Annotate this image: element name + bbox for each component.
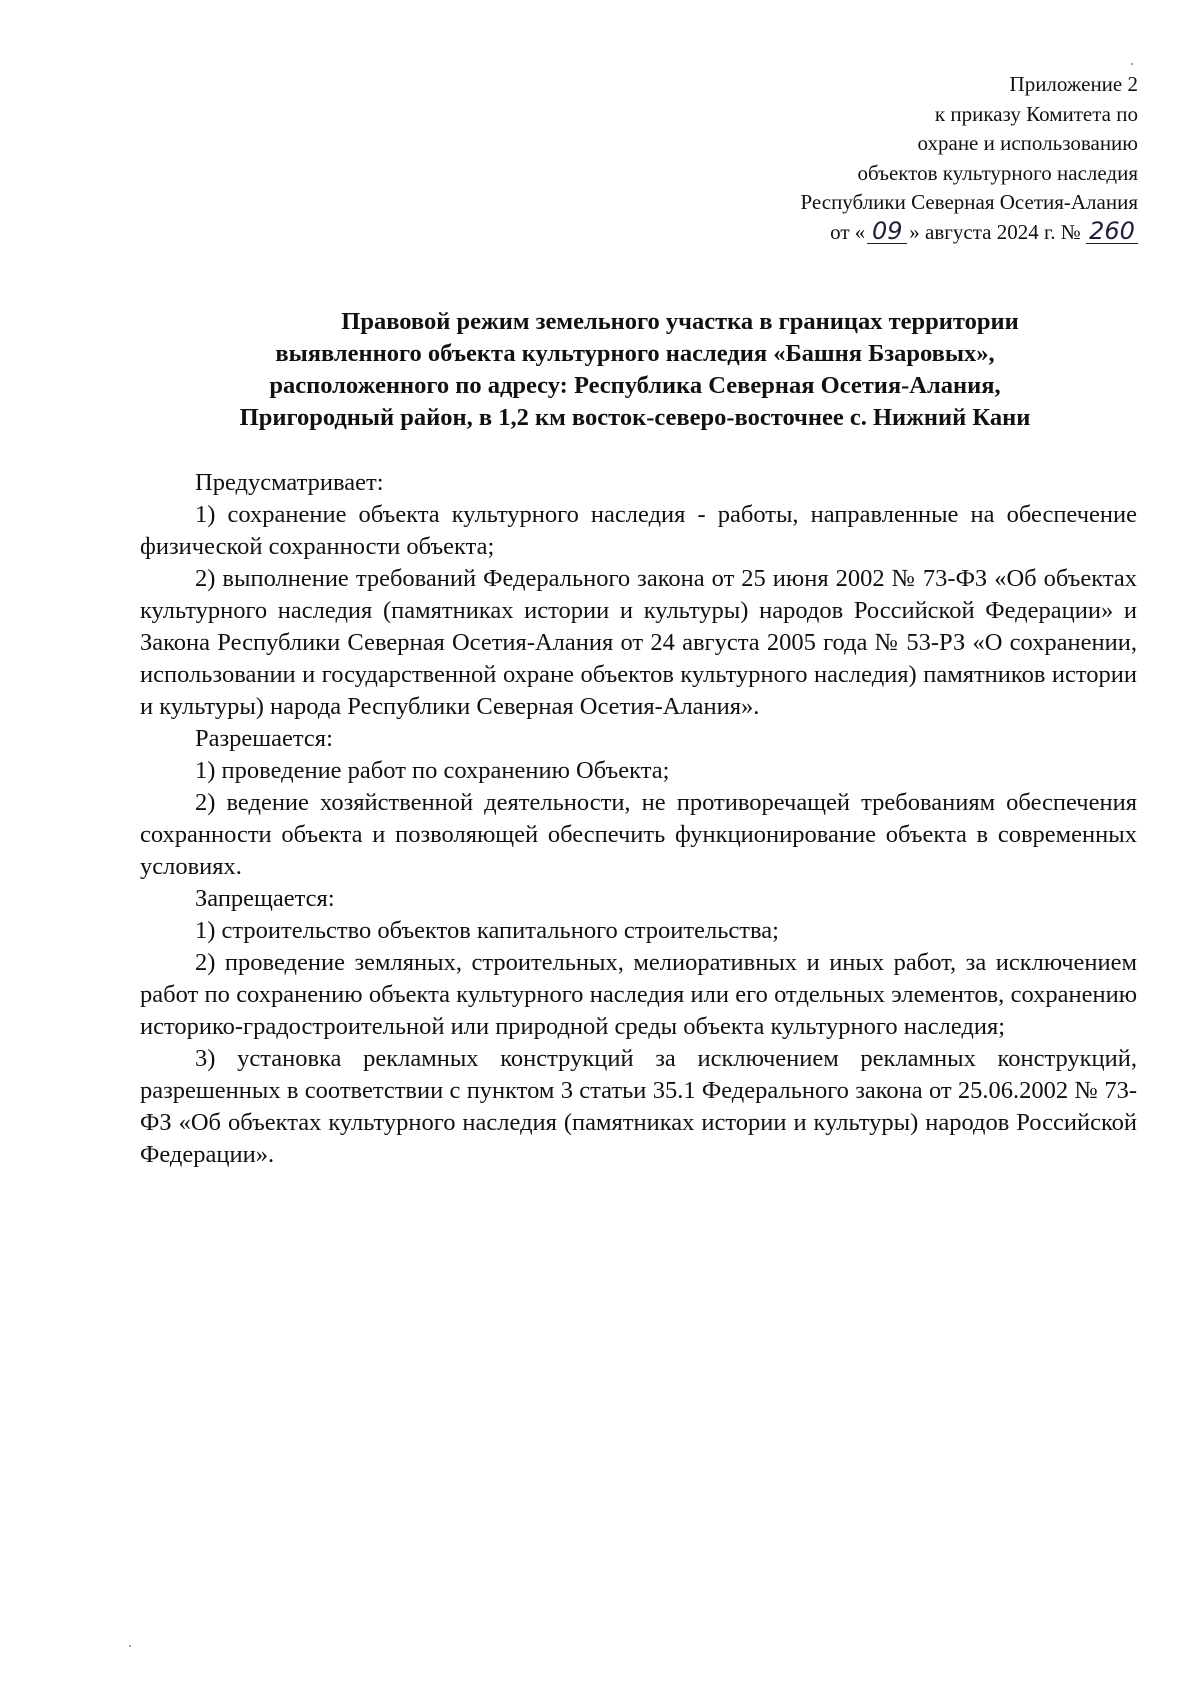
document-title xyxy=(140,306,1130,434)
prohibited-item-3: 3) установка рекламных конструкций за исключением рекламных конструкций, разрешенных в соответствии с пунктом 3 статьи 35.1 Федерального закона от 25.06.2002 № 73-ФЗ «Об объектах культурного наследия (памятниках истории и культуры) народов Российской Федерации». xyxy=(140,1045,1137,1168)
document-body xyxy=(140,467,1137,1171)
order-date-line xyxy=(801,218,1139,248)
prohibited-heading: Запрещается: xyxy=(195,885,335,912)
allowed-heading: Разрешается: xyxy=(195,725,333,752)
title-line-4: Пригородный район, в 1,2 км восток-северо-восточнее с. Нижний Кани xyxy=(239,404,1031,431)
allowed-item-1: 1) проведение работ по сохранению Объекта; xyxy=(195,757,670,784)
committee-name-line2: объектов культурного наследия xyxy=(857,160,1138,185)
title-line-3: расположенного по адресу: Республика Северная Осетия-Алания, xyxy=(269,372,1001,399)
republic-name: Республики Северная Осетия-Алания xyxy=(800,190,1138,214)
scan-speck xyxy=(1131,63,1133,65)
appendix-header xyxy=(801,70,1139,247)
handwritten-order-number: 260 xyxy=(1086,219,1138,244)
title-line-2: выявленного объекта культурного наследия «Башня Бзаровых», xyxy=(275,340,995,367)
prohibited-item-1: 1) строительство объектов капитального строительства; xyxy=(195,917,779,944)
date-prefix: от « xyxy=(830,219,866,244)
scan-speck xyxy=(129,1645,131,1647)
provides-item-2: 2) выполнение требований Федерального закона от 25 июня 2002 № 73-ФЗ «Об объектах культурного наследия (памятниках истории и культуры) народов Российской Федерации» и Закона Республики Северная Осетия-Алания от 24 августа 2005 года № 53-РЗ «О сохранении, использовании и государственной охране объектов культурного наследия) памятников истории и культуры) народа Республики Северная Осетия-Алания». xyxy=(140,565,1137,720)
prohibited-item-2: 2) проведение земляных, строительных, мелиоративных и иных работ, за исключением работ по сохранению объекта культурного наследия или его отдельных элементов, сохранению историко-градостроительной или природной среды объекта культурного наследия; xyxy=(140,949,1137,1040)
title-line-1: Правовой режим земельного участка в границах территории xyxy=(341,308,1019,335)
allowed-item-2: 2) ведение хозяйственной деятельности, не противоречащей требованиям обеспечения сохранности объекта и позволяющей обеспечить функционирование объекта в современных условиях. xyxy=(140,789,1137,880)
handwritten-day: 09 xyxy=(867,219,907,244)
provides-item-1: 1) сохранение объекта культурного наследия - работы, направленные на обеспечение физической сохранности объекта; xyxy=(140,501,1137,560)
date-middle: » августа 2024 г. № xyxy=(909,219,1081,244)
provides-heading: Предусматривает: xyxy=(195,469,384,496)
order-reference: к приказу Комитета по xyxy=(934,101,1138,126)
committee-name-line1: охране и использованию xyxy=(917,131,1138,155)
appendix-label: Приложение 2 xyxy=(1009,72,1138,96)
